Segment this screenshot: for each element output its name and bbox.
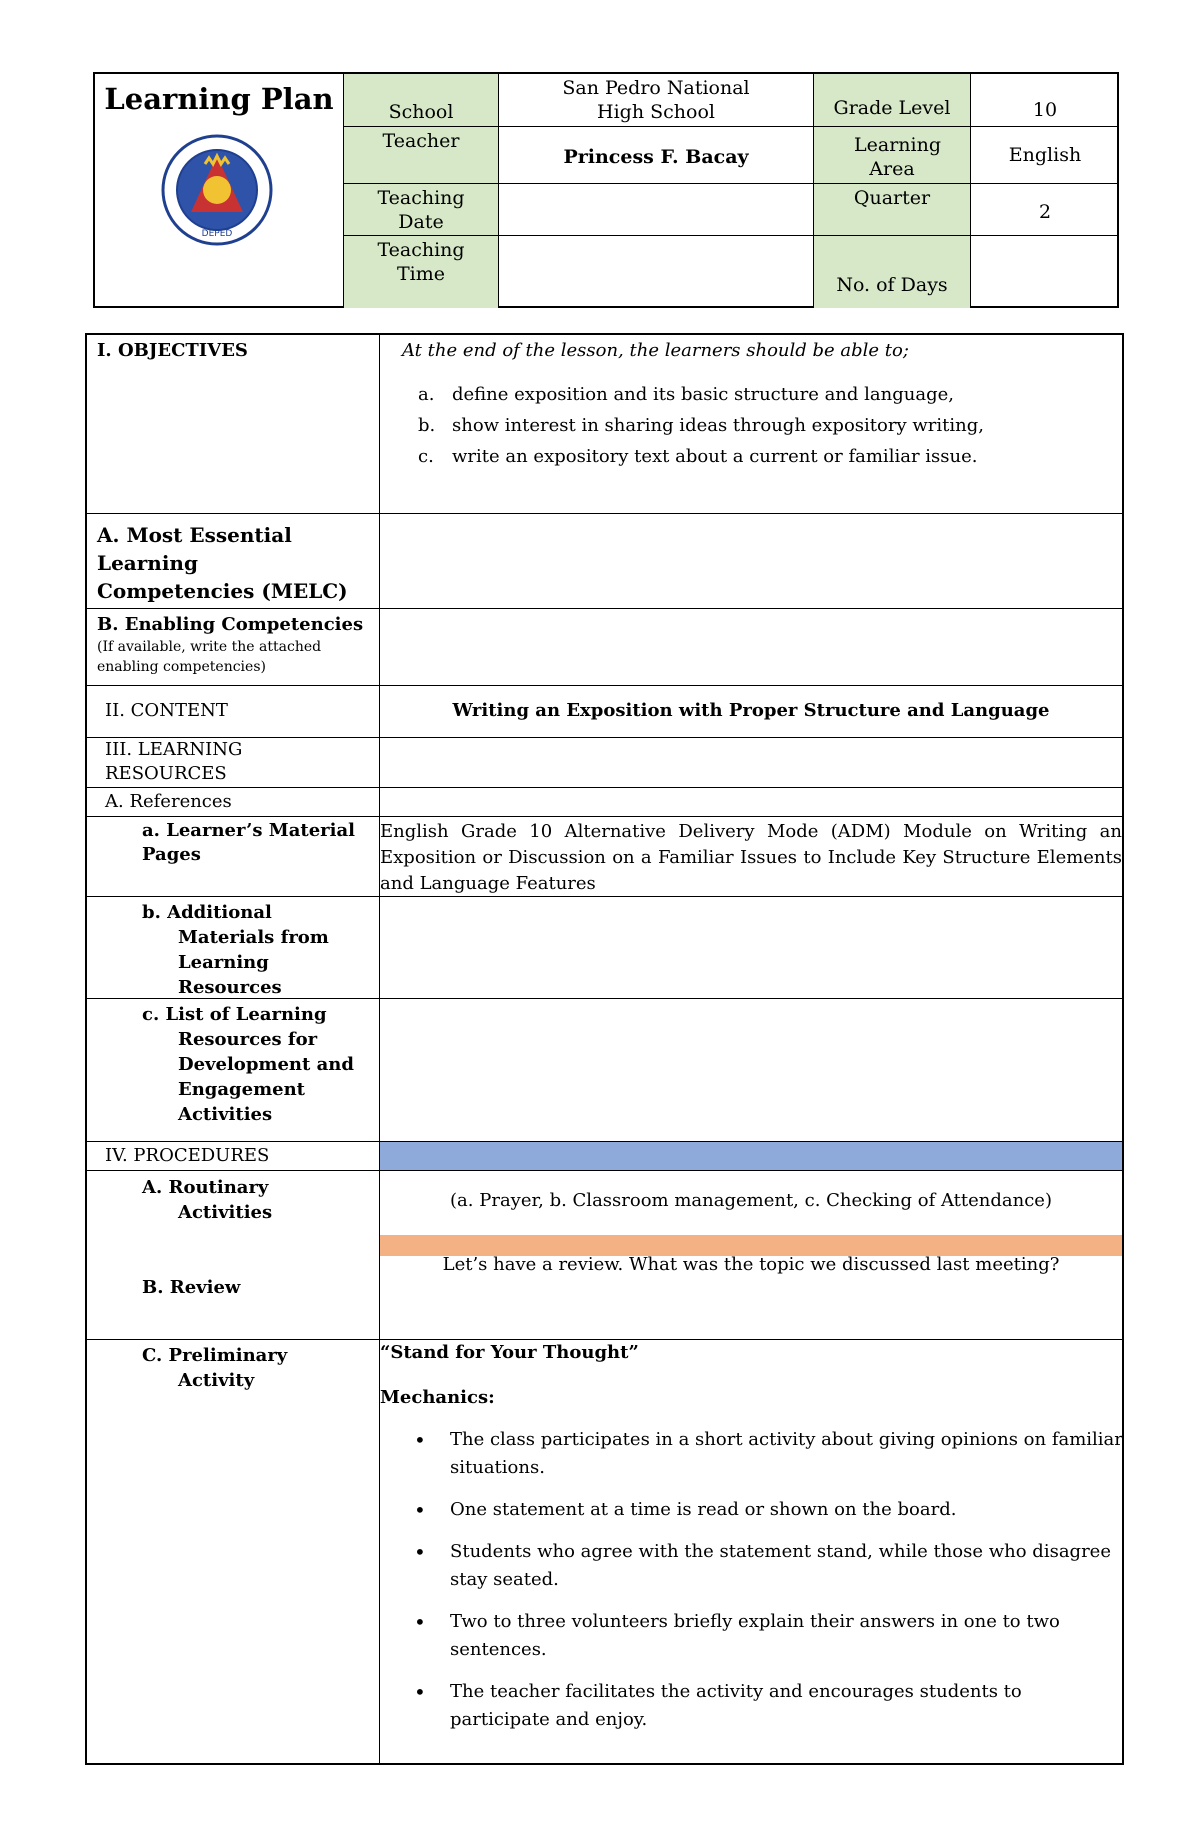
row-divider	[87, 608, 1122, 609]
review-value: Let’s have a review. What was the topic we discussed last meeting?	[442, 1254, 1060, 1275]
teaching-date-value	[498, 183, 813, 235]
procedures-label: IV. PROCEDURES	[105, 1145, 270, 1166]
references-label: A. References	[105, 791, 232, 812]
objective-text: define exposition and its basic structure and language,	[452, 384, 954, 405]
resources-list-label: c. List of Learning Resources for Development and Engagement Activities	[142, 1004, 354, 1125]
objective-item	[382, 381, 1120, 412]
mechanics-item: • Students who agree with the statement stand, while those who disagree stay seated.	[380, 1538, 1125, 1594]
school-value: San Pedro National High School	[498, 74, 813, 126]
teacher-value: Princess F. Bacay	[498, 126, 813, 183]
enabling-label: B. Enabling Competencies	[97, 614, 364, 635]
row-divider	[87, 787, 1122, 788]
quarter-value: 2	[970, 183, 1119, 235]
objective-marker: b.	[418, 415, 436, 436]
header-table	[93, 72, 1119, 308]
procedures-header-bar	[380, 1142, 1122, 1170]
grade-level-value: 10	[970, 74, 1119, 126]
learner-material-label: a. Learner’s Material Pages	[142, 820, 355, 865]
additional-materials-label: b. Additional Materials from Learning Resources	[142, 902, 329, 998]
learning-area-value: English	[970, 126, 1119, 183]
resources-label: III. LEARNING RESOURCES	[105, 739, 243, 784]
mechanics-item: • The class participates in a short activity about giving opinions on familiar situations.	[380, 1426, 1125, 1482]
content-value: Writing an Exposition with Proper Structure and Language	[452, 700, 1050, 721]
mechanics-item: • Two to three volunteers briefly explain their answers in one to two sentences.	[380, 1608, 1125, 1664]
teacher-label: Teacher	[343, 126, 498, 183]
teaching-date-label: Teaching Date	[343, 183, 498, 235]
row-divider	[87, 1339, 1122, 1340]
objectives-list	[382, 381, 1120, 474]
preliminary-title: “Stand for Your Thought”	[380, 1342, 639, 1363]
row-divider	[87, 513, 1122, 514]
learner-material-value: English Grade 10 Alternative Delivery Mode (ADM) Module on Writing an Exposition or Discussion on a Familiar Issues to Include Key Structure Elements and Language Features	[380, 821, 1122, 894]
teaching-time-value	[498, 235, 813, 308]
objectives-label: I. OBJECTIVES	[97, 340, 248, 361]
content-label: II. CONTENT	[105, 700, 228, 721]
learning-area-label: Learning Area	[813, 126, 970, 183]
mechanics-item: • The teacher facilitates the activity and encourages students to participate and enjoy.	[380, 1678, 1125, 1734]
teaching-time-label: Teaching Time	[343, 235, 498, 308]
grade-level-label: Grade Level	[813, 74, 970, 126]
preliminary-label: C. Preliminary Activity	[142, 1345, 288, 1391]
quarter-label: Quarter	[813, 183, 970, 235]
days-label: No. of Days	[813, 235, 970, 308]
routinary-label: A. Routinary Activities	[142, 1177, 273, 1223]
row-divider	[87, 816, 1122, 817]
mechanics-item: • One statement at a time is read or shown on the board.	[380, 1496, 1125, 1524]
mechanics-list	[380, 1426, 1125, 1748]
learning-plan-title: Learning Plan	[104, 82, 334, 116]
days-value	[970, 235, 1119, 308]
school-label: School	[343, 74, 498, 126]
row-divider	[87, 1170, 1122, 1171]
objective-item	[382, 412, 1120, 443]
review-label: B. Review	[142, 1277, 241, 1298]
enabling-note: (If available, write the attached enabling competencies)	[97, 639, 322, 675]
deped-seal-icon	[161, 134, 273, 250]
objective-marker: c.	[418, 446, 434, 467]
svg-text:DEPED: DEPED	[201, 229, 233, 239]
row-divider	[87, 685, 1122, 686]
objective-item	[382, 443, 1120, 474]
objectives-intro: At the end of the lesson, the learners should be able to;	[402, 340, 909, 361]
melc-label: A. Most Essential Learning Competencies (MELC)	[97, 523, 348, 603]
lesson-table	[85, 333, 1124, 1765]
mechanics-label: Mechanics:	[380, 1387, 495, 1408]
routinary-value: (a. Prayer, b. Classroom management, c. Checking of Attendance)	[450, 1190, 1052, 1211]
objective-marker: a.	[418, 384, 435, 405]
objective-text: show interest in sharing ideas through expository writing,	[452, 415, 984, 436]
objective-text: write an expository text about a current or familiar issue.	[452, 446, 978, 467]
